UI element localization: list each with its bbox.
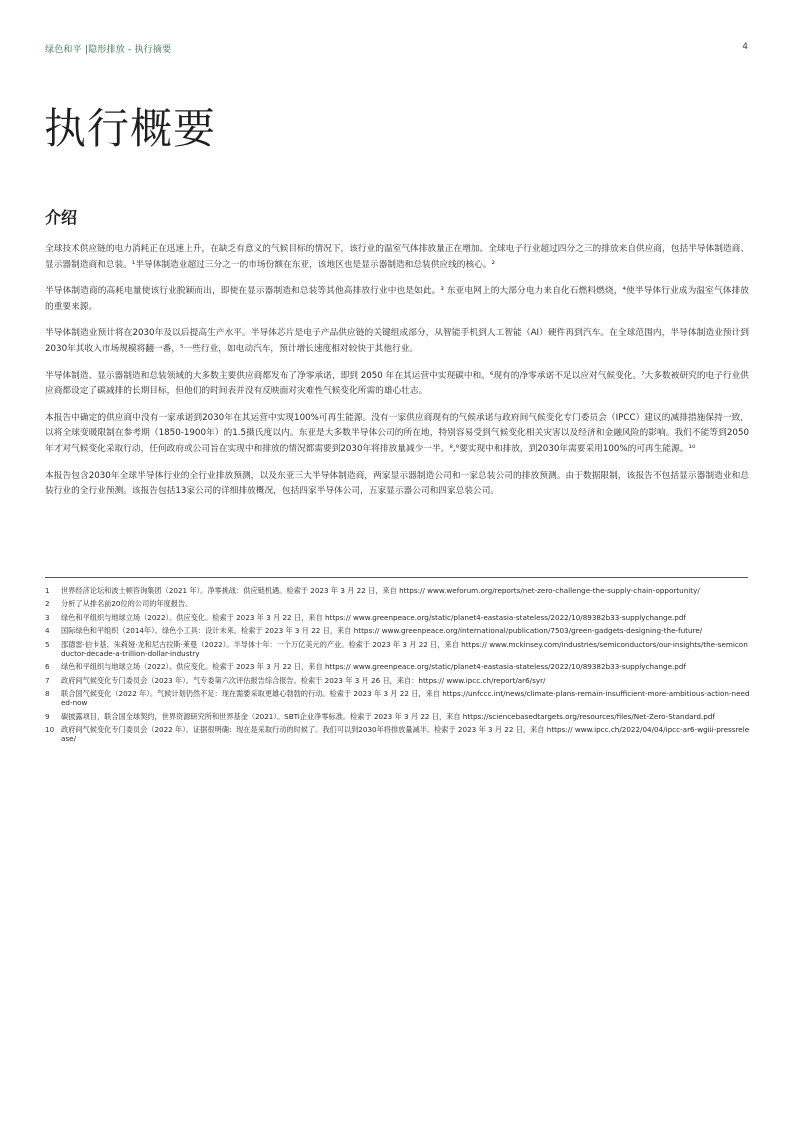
paragraph: 半导体制造商的高耗电量使该行业脱颖而出，即使在显示器制造和总装等其他高排放行业中也是如此。³ 东亚电网上的大部分电力来自化石燃料燃烧，⁴使半导体行业成为温室气体排放的重要来源。 bbox=[45, 286, 749, 312]
paragraph: 本报告包含2030年全球半导体行业的全行业排放预测，以及东亚三大半导体制造商，两家显示器制造公司和一家总装公司的排放预测。由于数据限制，该报告不包括显示器制造业和总装行业的全行业预测。该报告包括13家公司的详细排放概况，包括四家半导体公司，五家显示器公司和四家总装公司。 bbox=[45, 470, 749, 497]
section-heading: 介绍 bbox=[45, 208, 78, 227]
footnote bbox=[45, 640, 750, 658]
footnote-divider bbox=[45, 577, 748, 578]
paragraph: 半导体制造、显示器制造和总装领域的大多数主要供应商都发布了净零承诺，即到 2050 年在其运营中实现碳中和。⁶现有的净零承诺不足以应对气候变化。⁷大多数被研究的电子行业供应商都设定了碳减排的长期目标，但他们的时间表并没有反映面对灾难性气候变化所需的雄心壮志。 bbox=[45, 370, 749, 397]
footnote-number: 6 bbox=[45, 662, 50, 672]
footnote-number: 1 bbox=[45, 586, 50, 595]
footnote bbox=[45, 613, 750, 622]
footnote bbox=[45, 712, 750, 721]
footnote-text: 政府间气候变化专门委员会（2023 年）。气专委第六次评估报告综合报告。检索于 2023 年 3 月 26 日，来自：https:// www.ipcc.ch/report/ar6/syr/ bbox=[61, 675, 546, 685]
footnote-number: 5 bbox=[45, 639, 50, 649]
footnote-number: 8 bbox=[45, 688, 50, 698]
footnote bbox=[45, 689, 750, 707]
footnote-text: 分析了从排名前20位的公司的年度报告。 bbox=[61, 599, 193, 609]
footnote-text: 邵德雷·伯卡基、朱莉娅·龙和尼古拉斯·莱曼（2022）。半导体十年：一个万亿美元的产业。检索于 2023 年 3 月 22 日，来自 https:// www.mckinsey.com/industries/semiconductors/our-insights/the-semiconductor-decade-a-trillion-dollar-industry bbox=[61, 639, 748, 658]
page-number: 4 bbox=[742, 42, 748, 52]
footnote-number: 9 bbox=[45, 711, 50, 721]
footnote-number: 3 bbox=[45, 612, 50, 622]
footnote-text: 政府间气候变化专门委员会（2022 年）。证据很明确：现在是采取行动的时候了。我们可以到2030年将排放量减半。检索于 2023 年 3 月 22 日，来自 https:// www.ipcc.ch/2022/04/04/ipcc-ar6-wgiii-pressrelease/ bbox=[61, 724, 750, 744]
footnote-number: 4 bbox=[45, 626, 50, 636]
footnote bbox=[45, 725, 750, 743]
footnote-text: 联合国气候变化（2022 年）。气候计划仍然不足：现在需要采取更雄心勃勃的行动。检索于 2023 年 3 月 22 日，来自 https://unfccc.int/news/climate-plans-remain-insufficient-more-ambitious-action-needed-now bbox=[61, 688, 750, 708]
paragraph: 半导体制造业预计将在2030年及以后提高生产水平。半导体芯片是电子产品供应链的关键组成部分，从智能手机到人工智能（AI）硬件再到汽车。在全球范围内，半导体制造业预计到2030年其收入市场规模将翻一番，⁵一些行业，如电动汽车，预计增长速度相对较快于其他行业。 bbox=[45, 328, 749, 354]
footnote bbox=[45, 599, 750, 608]
paragraph: 本报告中确定的供应商中没有一家承诺到2030年在其运营中实现100%可再生能源。没有一家供应商现有的气候承诺与政府间气候变化专门委员会（IPCC）建议的减排措施保持一致，以将全球变暖限制在参考期（1850-1900年）的1.5摄氏度以内。东亚是大多数半导体公司的所在地，特别容易受到气候变化相关灾害以及经济和金融风险的影响。我们不能等到2050年才对气候变化采取行动，任何政府或公司旨在实现中和排放的情况都需要到2030年将排放量减少一半。⁸,⁹要实现中和排放，到2030年需要采用100%的可再生能源。¹⁰ bbox=[45, 412, 749, 454]
body-text bbox=[45, 242, 749, 511]
footnote-number: 7 bbox=[45, 675, 50, 685]
footnote-text: 碳披露项目，联合国全球契约，世界资源研究所和世界基金（2021）。SBTi企业净零标准。检索于 2023 年 3 月 22 日，来自 https://sciencebasedtargets.org/resources/files/Net-Zero-Standard.pdf bbox=[61, 711, 715, 721]
footnote bbox=[45, 586, 750, 595]
footnote-text: 国际绿色和平组织（2014年）。绿色小工具：设计未来。检索于 2023 年 3 月 22 日，来自 https:// www.greenpeace.org/international/publication/7503/green-gadgets-designing-the-future/ bbox=[61, 626, 703, 636]
footnote-text: 绿色和平组织与地球立场（2022）。供应变化。检索于 2023 年 3 月 22 日，来自 https:// www.greenpeace.org/static/planet4-eastasia-stateless/2022/10/89382b33-supplychange.pdf bbox=[61, 662, 686, 672]
footnote-text: 世界经济论坛和波士顿咨询集团（2021 年）。净零挑战：供应链机遇。检索于 2023 年 3 月 22 日，来自 https:// www.weforum.org/reports/net-zero-challenge-the-supply-chain-opportunity/ bbox=[61, 586, 700, 595]
footnote bbox=[45, 662, 750, 671]
paragraph: 全球技术供应链的电力消耗正在迅速上升，在缺乏有意义的气候目标的情况下，该行业的温室气体排放量正在增加。全球电子行业超过四分之三的排放来自供应商，包括半导体制造商、显示器制造商和总装。¹半导体制造业超过三分之一的市场份额在东亚，该地区也是显示器制造和总装供应线的核心。² bbox=[45, 244, 749, 270]
footnote-number: 2 bbox=[45, 599, 50, 609]
footnote bbox=[45, 626, 750, 635]
running-header: 绿色和平 |隐形排放 - 执行摘要 bbox=[45, 45, 172, 55]
footnote-number: 10 bbox=[45, 724, 55, 734]
footnote bbox=[45, 676, 750, 685]
footnote-text: 绿色和平组织与地球立场（2022）。供应变化。检索于 2023 年 3 月 22 日，来自 https:// www.greenpeace.org/static/planet4-eastasia-stateless/2022/10/89382b33-supplychange.pdf bbox=[61, 612, 686, 622]
footnotes bbox=[45, 586, 750, 748]
page-title: 执行概要 bbox=[44, 104, 217, 153]
